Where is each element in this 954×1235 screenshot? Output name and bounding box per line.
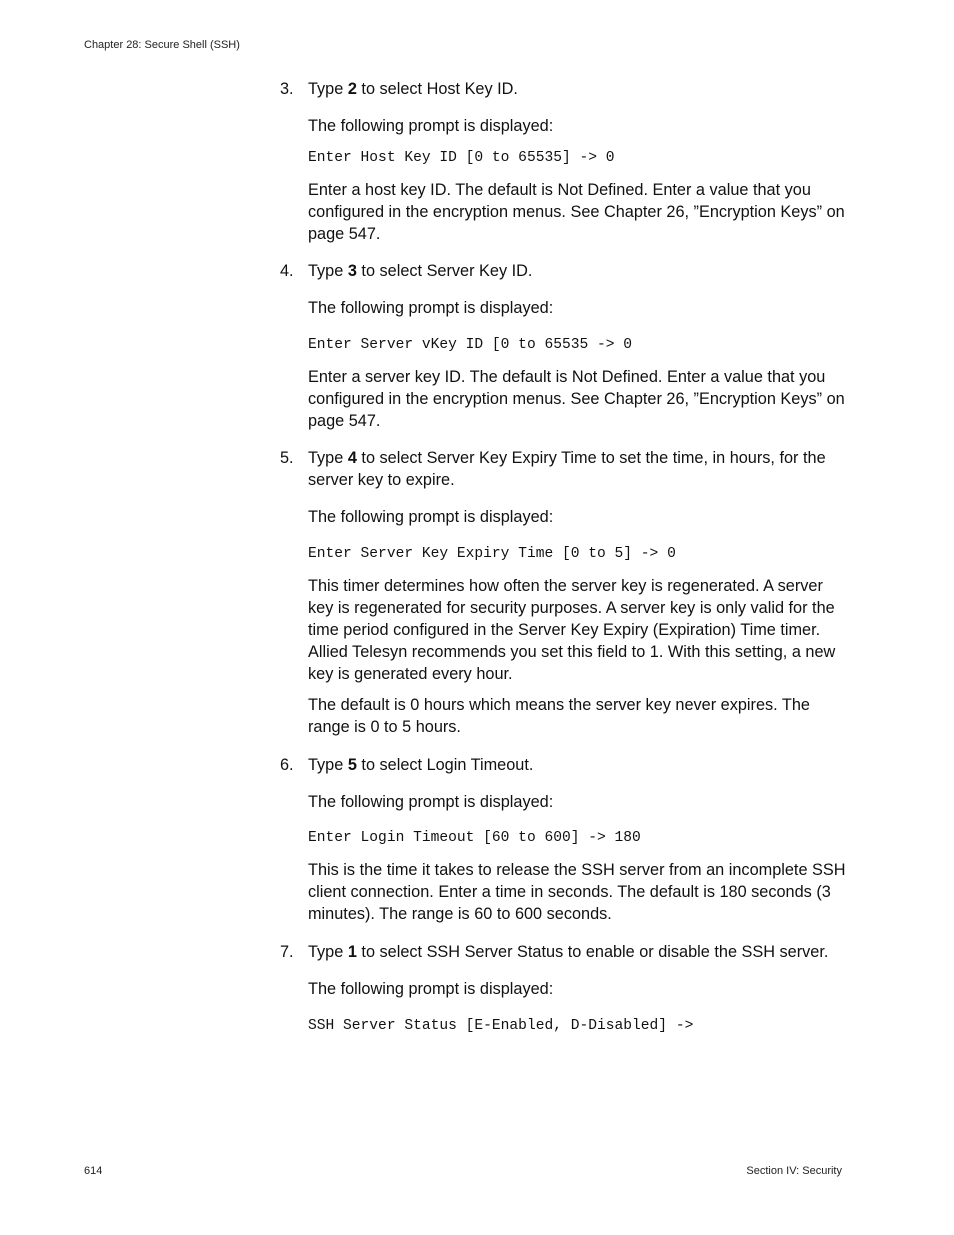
step-description: This is the time it takes to release the SSH server from an incomplete SSH client connection. Enter a time in seconds. The default is 180 seconds (3 minutes). The range is 60 to 600 seconds. [308, 861, 846, 923]
step-key: 5 [347, 756, 357, 774]
step-7: 7. Type 1 to select SSH Server Status to enable or disable the SSH server. [280, 943, 829, 961]
step-number: 5. [280, 449, 294, 467]
step-5: 5. Type 4 to select Server Key Expiry Time to set the time, in hours, for the server key to expire. [280, 449, 826, 489]
step-number: 3. [280, 80, 294, 98]
code-prompt: Enter Server Key Expiry Time [0 to 5] -> 0 [308, 546, 676, 562]
code-prompt: SSH Server Status [E-Enabled, D-Disabled] -> [308, 1018, 694, 1034]
prompt-intro: The following prompt is displayed: [308, 117, 554, 135]
main-content [280, 78, 850, 1037]
step-key: 3 [347, 262, 357, 280]
step-description: This timer determines how often the server key is regenerated. A server key is regenerated for security purposes. A server key is only valid for the time period configured in the Server Key Expiry (Expiration) Time timer. Allied Telesyn recommends you set this field to 1. With this setting, a new key is generated every hour. [308, 577, 836, 683]
step-6: 6. Type 5 to select Login Timeout. [280, 756, 534, 774]
step-number: 6. [280, 756, 294, 774]
prompt-intro: The following prompt is displayed: [308, 793, 554, 811]
code-prompt: Enter Login Timeout [60 to 600] -> 180 [308, 830, 641, 846]
prompt-intro: The following prompt is displayed: [308, 299, 554, 317]
code-prompt: Enter Host Key ID [0 to 65535] -> 0 [308, 150, 615, 166]
step-key: 1 [347, 943, 357, 961]
step-description: The default is 0 hours which means the server key never expires. The range is 0 to 5 hours. [308, 696, 810, 736]
prompt-intro: The following prompt is displayed: [308, 508, 554, 526]
step-number: 7. [280, 943, 294, 961]
step-number: 4. [280, 262, 294, 280]
step-description: Enter a server key ID. The default is Not Defined. Enter a value that you configured in the encryption menus. See Chapter 26, ”Encryption Keys” on page 547. [308, 368, 845, 430]
step-4: 4. Type 3 to select Server Key ID. [280, 262, 533, 280]
running-header: Chapter 28: Secure Shell (SSH) [84, 39, 240, 51]
step-description: Enter a host key ID. The default is Not Defined. Enter a value that you configured in the encryption menus. See Chapter 26, ”Encryption Keys” on page 547. [308, 181, 845, 243]
page-number: 614 [84, 1165, 103, 1177]
prompt-intro: The following prompt is displayed: [308, 980, 554, 998]
step-key: 2 [347, 80, 357, 98]
step-3: 3. Type 2 to select Host Key ID. [280, 80, 518, 98]
code-prompt: Enter Server vKey ID [0 to 65535 -> 0 [308, 337, 633, 353]
section-footer: Section IV: Security [746, 1165, 842, 1177]
step-key: 4 [347, 449, 357, 467]
